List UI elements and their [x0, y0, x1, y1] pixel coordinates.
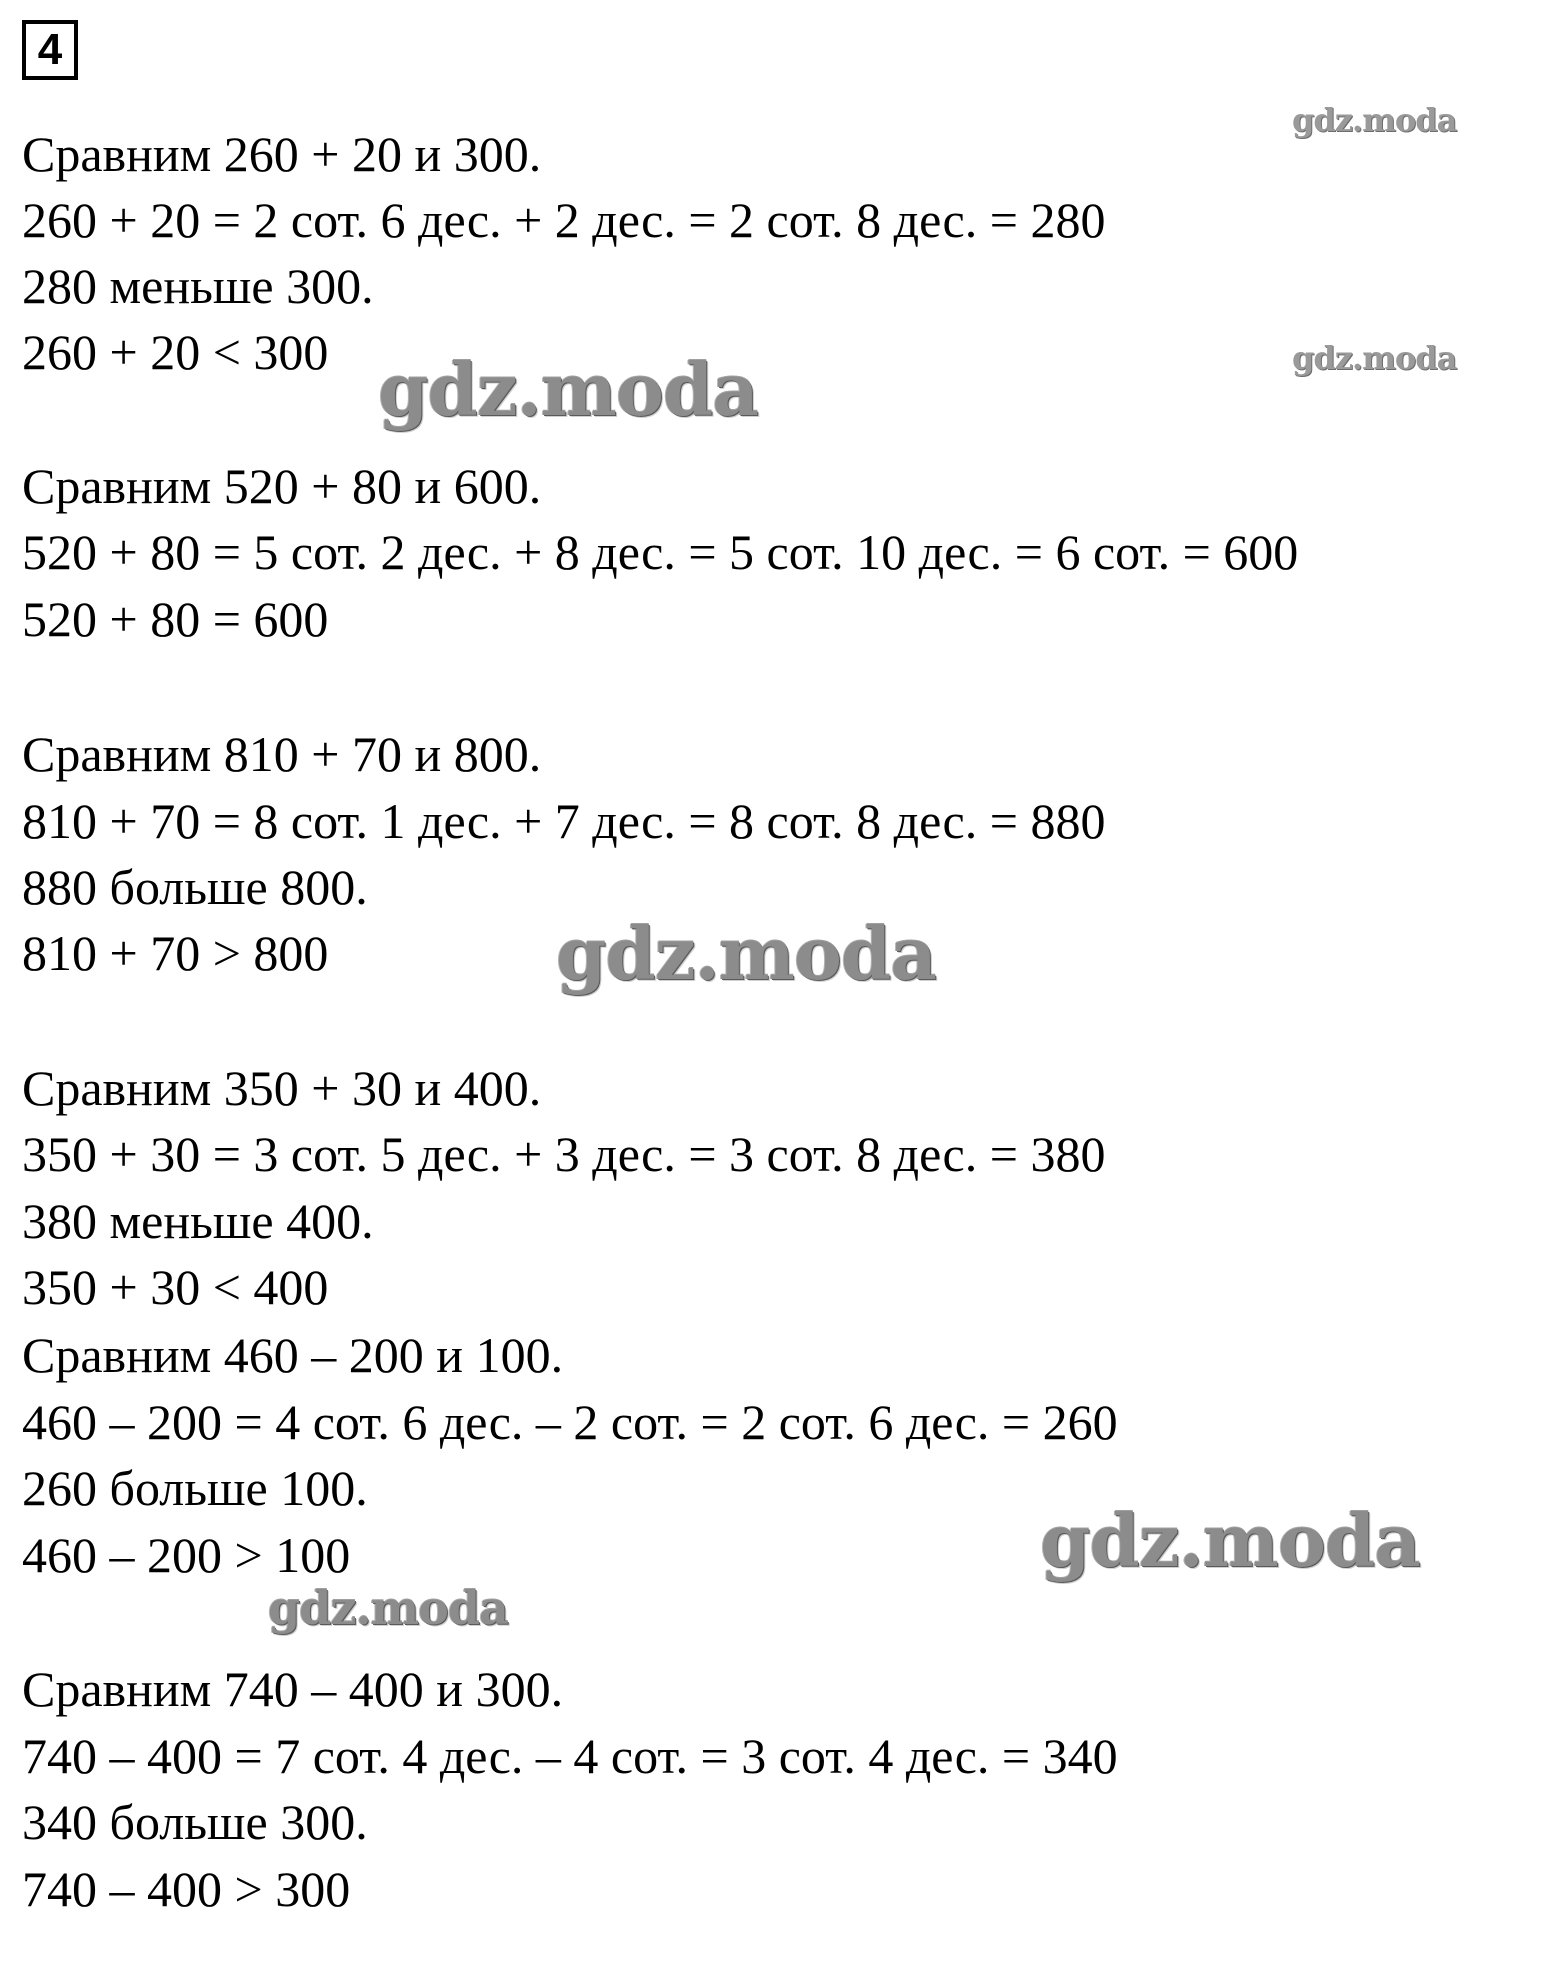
watermark-logo: gdz.moda — [1040, 1498, 1420, 1583]
block-2-line-3: 520 + 80 = 600 — [22, 591, 329, 647]
block-4-line-3: 380 меньше 400. — [22, 1193, 374, 1249]
block-4-line-4: 350 + 30 < 400 — [22, 1259, 329, 1315]
watermark-logo: gdz.moda — [556, 911, 936, 996]
watermark-logo: gdz.moda — [1292, 101, 1457, 139]
block-6-line-3: 340 больше 300. — [22, 1794, 368, 1850]
block-4-line-1: Сравним 350 + 30 и 400. — [22, 1060, 542, 1116]
block-1-line-2: 260 + 20 = 2 сот. 6 дес. + 2 дес. = 2 сот. 8 дес. = 280 — [22, 192, 1106, 248]
block-3-line-3: 880 больше 800. — [22, 859, 368, 915]
watermark-logo: gdz.moda — [378, 347, 758, 432]
block-1-line-1: Сравним 260 + 20 и 300. — [22, 126, 542, 182]
block-6-line-4: 740 – 400 > 300 — [22, 1861, 351, 1917]
block-6-line-1: Сравним 740 – 400 и 300. — [22, 1661, 564, 1717]
block-2-line-2: 520 + 80 = 5 сот. 2 дес. + 8 дес. = 5 сот. 10 дес. = 6 сот. = 600 — [22, 524, 1299, 580]
block-5-line-4: 460 – 200 > 100 — [22, 1527, 351, 1583]
block-4-line-2: 350 + 30 = 3 сот. 5 дес. + 3 дес. = 3 сот. 8 дес. = 380 — [22, 1126, 1106, 1182]
watermark-logo: gdz.moda — [1292, 339, 1457, 377]
block-3-line-1: Сравним 810 + 70 и 800. — [22, 726, 542, 782]
block-5-line-3: 260 больше 100. — [22, 1460, 368, 1516]
block-5-line-2: 460 – 200 = 4 сот. 6 дес. – 2 сот. = 2 сот. 6 дес. = 260 — [22, 1394, 1118, 1450]
block-5-line-1: Сравним 460 – 200 и 100. — [22, 1327, 564, 1383]
block-2-line-1: Сравним 520 + 80 и 600. — [22, 458, 542, 514]
task-number-badge: 4 — [22, 20, 78, 80]
block-3-line-2: 810 + 70 = 8 сот. 1 дес. + 7 дес. = 8 сот. 8 дес. = 880 — [22, 793, 1106, 849]
block-1-line-3: 280 меньше 300. — [22, 258, 374, 314]
watermark-logo: gdz.moda — [268, 1581, 508, 1635]
block-3-line-4: 810 + 70 > 800 — [22, 925, 329, 981]
block-6-line-2: 740 – 400 = 7 сот. 4 дес. – 4 сот. = 3 сот. 4 дес. = 340 — [22, 1728, 1118, 1784]
block-1-line-4: 260 + 20 < 300 — [22, 324, 329, 380]
